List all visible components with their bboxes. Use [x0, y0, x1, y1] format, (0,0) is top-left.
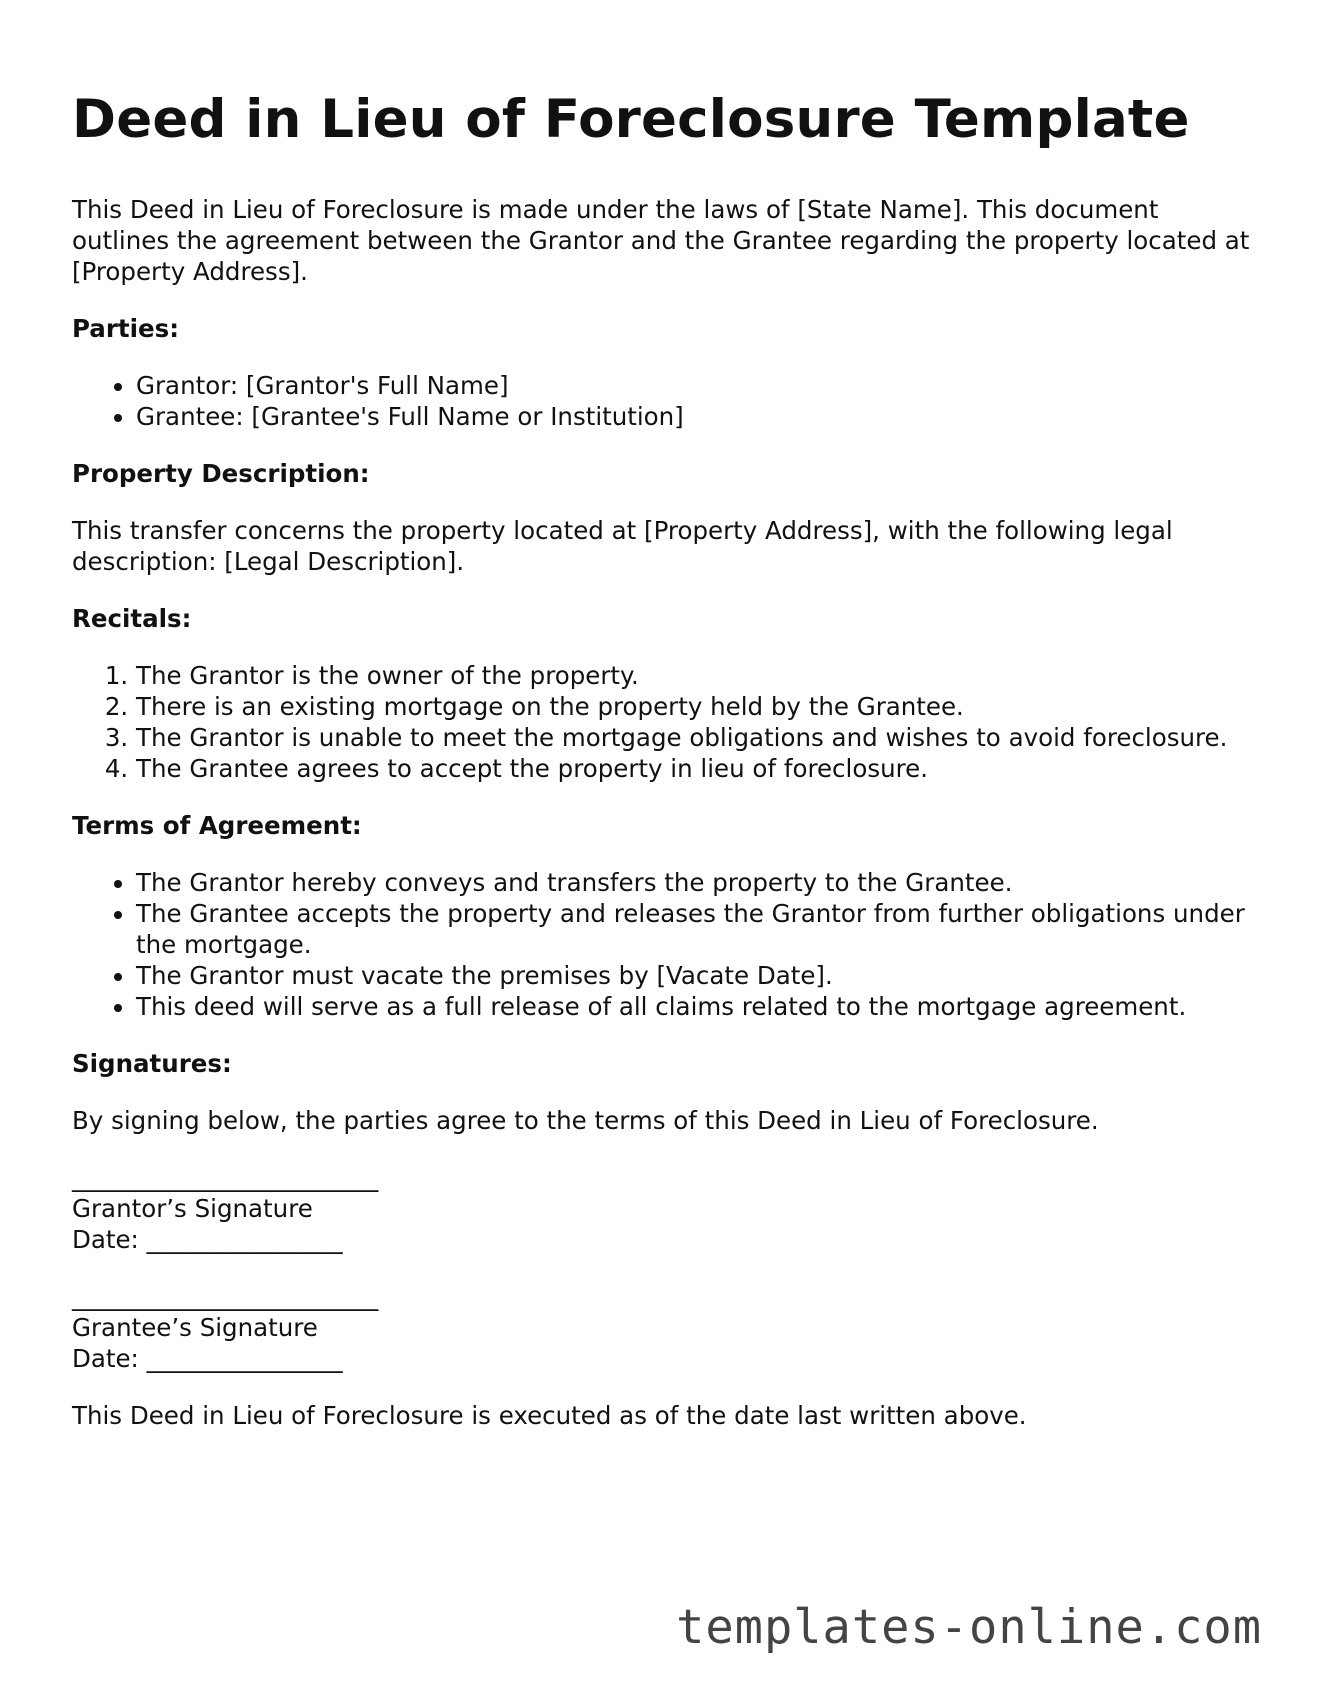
list-item: • This deed will serve as a full release of all claims related to the mortgage agreement.: [136, 991, 1252, 1022]
grantee-signature-label: Grantee’s Signature: [72, 1312, 318, 1342]
terms-list: [72, 867, 1252, 1022]
list-item: 2. There is an existing mortgage on the property held by the Grantee.: [136, 691, 1252, 722]
property-heading: Property Description:: [72, 458, 370, 488]
grantor-signature-block: [72, 1162, 1252, 1255]
grantor-signature-line: _________________________: [72, 1162, 379, 1192]
intro-paragraph: This Deed in Lieu of Foreclosure is made under the laws of [State Name]. This document outlines the agreement between the Grantor and the Grantee regarding the property located at [Property Address].: [72, 194, 1250, 286]
page-title: Deed in Lieu of Foreclosure Template: [72, 89, 1190, 150]
site-watermark: templates-online.com: [676, 1600, 1262, 1655]
grantee-date-line: Date: ________________: [72, 1343, 343, 1373]
terms-heading: Terms of Agreement:: [72, 810, 362, 840]
recitals-list: [72, 660, 1252, 784]
grantee-signature-block: [72, 1281, 1252, 1374]
grantor-date-line: Date: ________________: [72, 1224, 343, 1254]
list-item: • The Grantee accepts the property and releases the Grantor from further obligations under the mortgage.: [136, 898, 1252, 960]
list-item: 1. The Grantor is the owner of the property.: [136, 660, 1252, 691]
list-item: • Grantee: [Grantee's Full Name or Institution]: [136, 401, 1252, 432]
list-item: • The Grantor must vacate the premises by [Vacate Date].: [136, 960, 1252, 991]
document-page: [72, 88, 1252, 1431]
property-paragraph: This transfer concerns the property located at [Property Address], with the following legal description: [Legal Description].: [72, 515, 1173, 576]
parties-heading: Parties:: [72, 313, 180, 343]
list-item: • The Grantor hereby conveys and transfers the property to the Grantee.: [136, 867, 1252, 898]
grantee-signature-line: _________________________: [72, 1281, 379, 1311]
closing-paragraph: This Deed in Lieu of Foreclosure is executed as of the date last written above.: [72, 1400, 1027, 1430]
list-item: 4. The Grantee agrees to accept the property in lieu of foreclosure.: [136, 753, 1252, 784]
signatures-heading: Signatures:: [72, 1048, 232, 1078]
list-item: • Grantor: [Grantor's Full Name]: [136, 370, 1252, 401]
list-item: 3. The Grantor is unable to meet the mortgage obligations and wishes to avoid foreclosure.: [136, 722, 1252, 753]
recitals-heading: Recitals:: [72, 603, 192, 633]
grantor-signature-label: Grantor’s Signature: [72, 1193, 313, 1223]
signatures-paragraph: By signing below, the parties agree to the terms of this Deed in Lieu of Foreclosure.: [72, 1105, 1099, 1135]
parties-list: [72, 370, 1252, 432]
